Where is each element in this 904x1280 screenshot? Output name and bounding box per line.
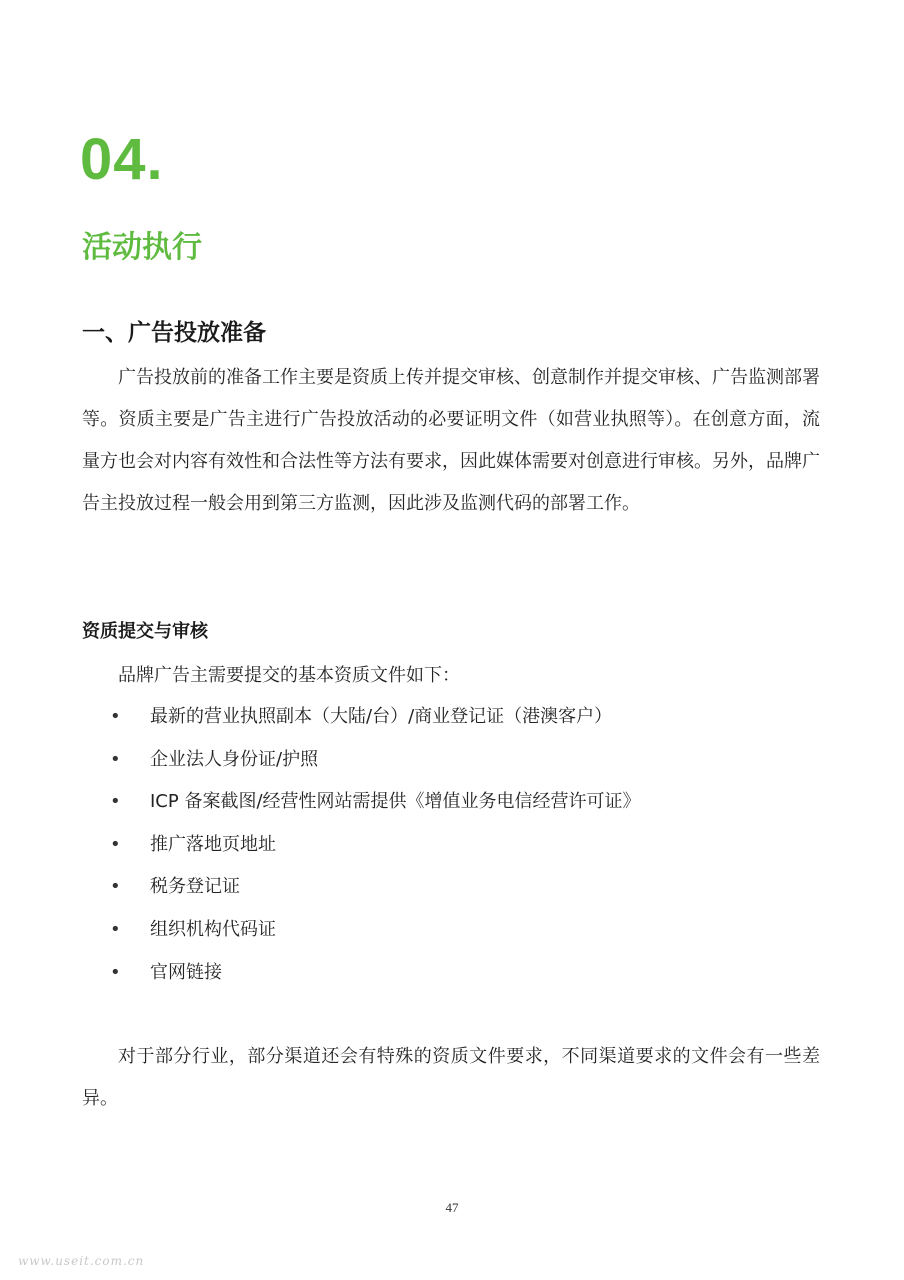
page-number: 47 (445, 1200, 459, 1215)
chapter-number: 04. (80, 127, 164, 192)
bullet-icon: • (110, 961, 121, 983)
list-item-text: 推广落地页地址 (150, 833, 276, 855)
bullet-icon: • (110, 791, 121, 813)
list-item (110, 866, 641, 909)
list-item (110, 824, 641, 867)
list-item-text: 企业法人身份证/护照 (150, 748, 319, 770)
subsection-title: 资质提交与审核 (82, 621, 208, 642)
section-paragraph: 广告投放前的准备工作主要是资质上传并提交审核、创意制作并提交审核、广告监测部署等。资质主要是广告主进行广告投放活动的必要证明文件（如营业执照等）。在创意方面，流量方也会对内容有效性和合法性等方法有要求，因此媒体需要对创意进行审核。另外，品牌广告主投放过程一般会用到第三方监测，因此涉及监测代码的部署工作。 (82, 367, 820, 514)
bullet-icon: • (110, 748, 121, 770)
subsection-intro: 品牌广告主需要提交的基本资质文件如下： (118, 665, 460, 686)
list-item-text: 最新的营业执照副本（大陆/台）/商业登记证（港澳客户） (150, 706, 613, 727)
list-item (110, 696, 641, 739)
bullet-icon: • (110, 833, 121, 855)
list-item (110, 952, 641, 995)
list-item-text: 官网链接 (150, 961, 222, 983)
bullet-icon: • (110, 876, 121, 898)
list-item-text: 税务登记证 (150, 876, 240, 898)
qualification-list (110, 696, 641, 994)
chapter-title: 活动执行 (82, 230, 202, 265)
bullet-icon: • (110, 918, 121, 940)
section-title: 一、广告投放准备 (82, 320, 266, 346)
list-item (110, 739, 641, 782)
list-item-text: ICP 备案截图/经营性网站需提供《增值业务电信经营许可证》 (150, 791, 641, 813)
closing-paragraph: 对于部分行业，部分渠道还会有特殊的资质文件要求，不同渠道要求的文件会有一些差异。 (82, 1046, 820, 1109)
list-item-text: 组织机构代码证 (150, 918, 276, 940)
list-item (110, 909, 641, 952)
watermark: www.useit.com.cn (18, 1254, 145, 1268)
list-item (110, 781, 641, 824)
bullet-icon: • (110, 706, 121, 727)
